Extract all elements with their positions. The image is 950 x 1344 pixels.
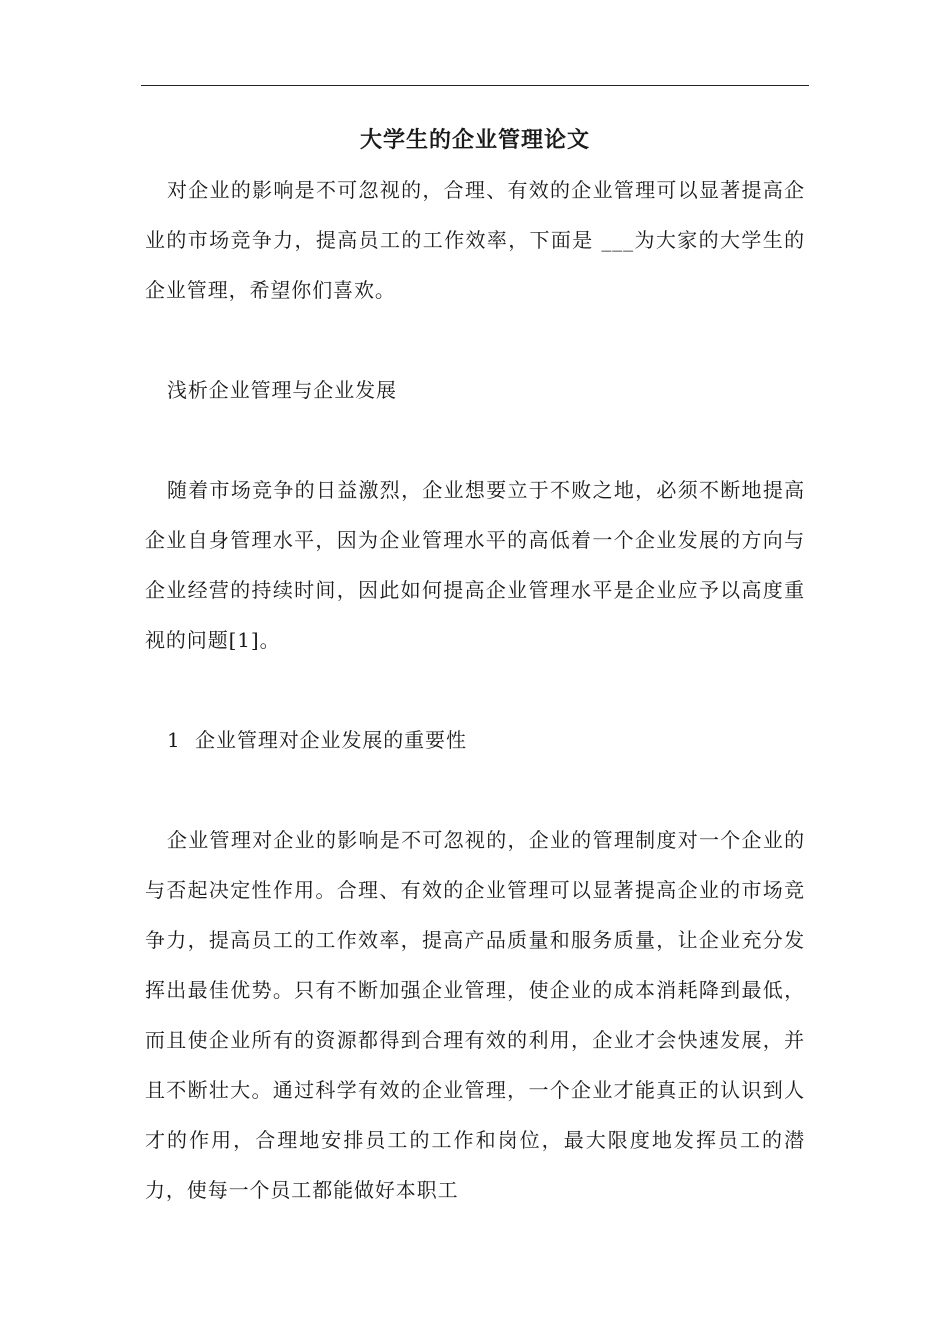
- body-paragraph-1: 随着市场竞争的日益激烈，企业想要立于不败之地，必须不断地提高企业自身管理水平，因为企业管理水平的高低着一个企业发展的方向与企业经营的持续时间，因此如何提高企业管理水平是企业应予以高度重视的问题[1]。: [145, 478, 805, 652]
- header-rule: [141, 85, 809, 86]
- subheading-1: 1 企业管理对企业发展的重要性: [167, 728, 467, 752]
- document-title: 大学生的企业管理论文: [359, 127, 590, 153]
- intro-paragraph: 对企业的影响是不可忽视的，合理、有效的企业管理可以显著提高企业的市场竞争力，提高员工的工作效率，下面是 ___为大家的大学生的企业管理，希望你们喜欢。: [145, 178, 805, 302]
- document-body: [145, 165, 805, 1215]
- section-heading: 浅析企业管理与企业发展: [167, 378, 397, 402]
- body-paragraph-2: 企业管理对企业的影响是不可忽视的，企业的管理制度对一个企业的与否起决定性作用。合理、有效的企业管理可以显著提高企业的市场竞争力，提高员工的工作效率，提高产品质量和服务质量，让企业充分发挥出最佳优势。只有不断加强企业管理，使企业的成本消耗降到最低，而且使企业所有的资源都得到合理有效的利用，企业才会快速发展，并且不断壮大。通过科学有效的企业管理，一个企业才能真正的认识到人才的作用，合理地安排员工的工作和岗位，最大限度地发挥员工的潜力，使每一个员工都能做好本职工: [145, 828, 805, 1202]
